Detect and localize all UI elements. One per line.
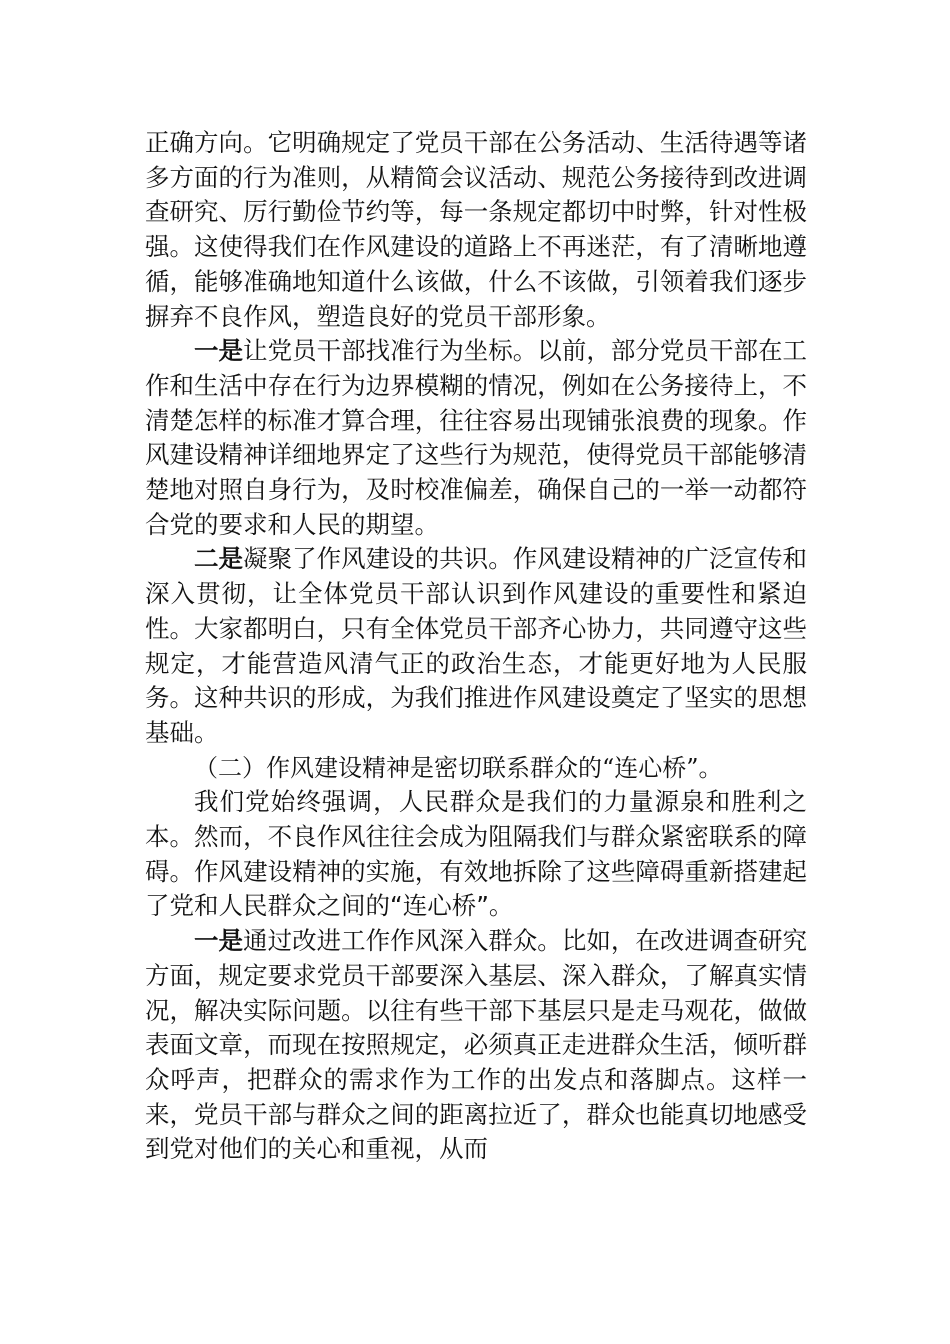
paragraph-lead: 一是 (194, 336, 244, 366)
paragraph-text: 我们党始终强调，人民群众是我们的力量源泉和胜利之本。然而，不良作风往往会成为阻隔我们与群众紧密联系的障碍。作风建设精神的实施，有效地拆除了这些障碍重新搭建起了党和人民群众之间的“连心桥”。 (145, 787, 807, 921)
document-body (145, 126, 807, 1167)
paragraph-text: 凝聚了作风建设的共识。作风建设精神的广泛宣传和深入贯彻，让全体党员干部认识到作风建设的重要性和紧迫性。大家都明白，只有全体党员干部齐心协力，共同遵守这些规定，才能营造风清气正的政治生态，才能更好地为人民服务。这种共识的形成，为我们推进作风建设奠定了坚实的思想基础。 (145, 544, 808, 747)
paragraph-intro (145, 785, 807, 924)
paragraph-lead: 一是 (194, 926, 244, 956)
paragraph-point-one (145, 334, 807, 542)
paragraph-text: 让党员干部找准行为坐标。以前，部分党员干部在工作和生活中存在行为边界模糊的情况，例如在公务接待上，不清楚怎样的标准才算合理，往往容易出现铺张浪费的现象。作风建设精神详细地界定了这些行为规范，使得党员干部能够清楚地对照自身行为，及时校准偏差，确保自己的一举一动都符合党的要求和人民的期望。 (145, 336, 808, 539)
paragraph-continued (145, 126, 807, 334)
section-heading: （二）作风建设精神是密切联系群众的“连心桥”。 (194, 753, 723, 782)
paragraph-point-two (145, 542, 807, 750)
paragraph-lead: 二是 (194, 544, 244, 574)
paragraph-point-one-b (145, 924, 807, 1167)
paragraph-text: 正确方向。它明确规定了党员干部在公务活动、生活待遇等诸多方面的行为准则，从精简会议活动、规范公务接待到改进调查研究、厉行勤俭节约等，每一条规定都切中时弊，针对性极强。这使得我们在作风建设的道路上不再迷茫，有了清晰地遵循，能够准确地知道什么该做，什么不该做，引领着我们逐步摒弃不良作风，塑造良好的党员干部形象。 (145, 128, 807, 331)
paragraph-text: 通过改进工作作风深入群众。比如，在改进调查研究方面，规定要求党员干部要深入基层、深入群众，了解真实情况，解决实际问题。以往有些干部下基层只是走马观花，做做表面文章，而现在按照规定，必须真正走进群众生活，倾听群众呼声，把群众的需求作为工作的出发点和落脚点。这样一来，党员干部与群众之间的距离拉近了，群众也能真切地感受到党对他们的关心和重视，从而 (145, 926, 808, 1164)
